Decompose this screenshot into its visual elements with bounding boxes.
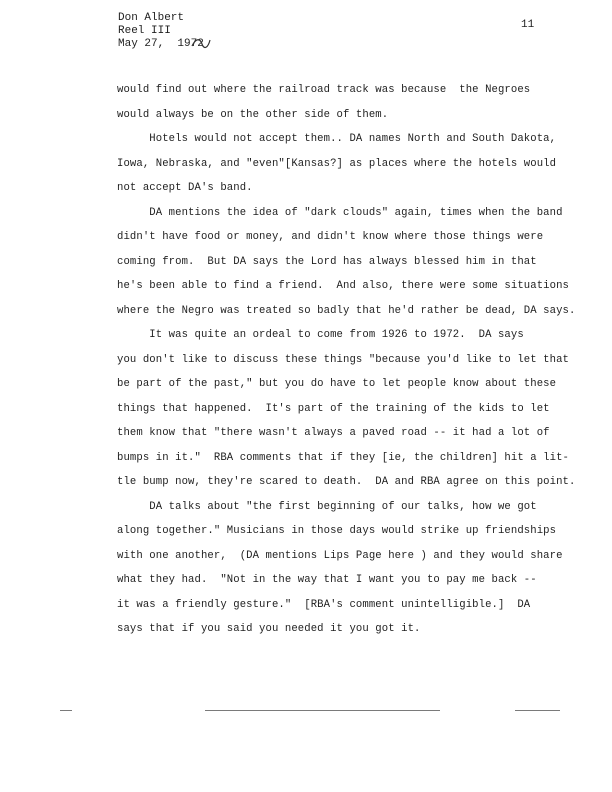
- text-line: would find out where the railroad track was because the Negroes: [117, 84, 531, 96]
- text-line: along together." Musicians in those days would strike up friendships: [117, 525, 557, 537]
- interview-date: May 27, 1972: [118, 38, 204, 50]
- text-line: it was a friendly gesture." [RBA's comment unintelligible.] DA: [117, 598, 531, 611]
- text-line: would always be on the other side of them.: [117, 108, 389, 121]
- bottom-rule-left: [60, 710, 72, 711]
- text-line: them know that "there wasn't always a paved road -- it had a lot of: [117, 427, 550, 439]
- text-line: DA talks about "the first beginning of our talks, how we got: [117, 500, 537, 513]
- text-line: tle bump now, they're scared to death. DA and RBA agree on this point.: [117, 476, 576, 488]
- text-line: It was quite an ordeal to come from 1926 to 1972. DA says: [117, 329, 524, 341]
- text-line: says that if you said you needed it you got it.: [117, 623, 421, 635]
- text-line: bumps in it." RBA comments that if they [ie, the children] hit a lit-: [117, 451, 570, 464]
- text-line: didn't have food or money, and didn't know where those things were: [117, 231, 544, 243]
- page-number: 11: [521, 19, 535, 31]
- text-line: coming from. But DA says the Lord has always blessed him in that: [117, 255, 537, 268]
- text-line: with one another, (DA mentions Lips Page here ) and they would share: [117, 549, 563, 562]
- text-line: Hotels would not accept them.. DA names North and South Dakota,: [117, 133, 557, 145]
- text-line: he's been able to find a friend. And also, there were some situations: [117, 280, 570, 292]
- transcript-body: [117, 78, 577, 642]
- text-line: not accept DA's band.: [117, 182, 253, 194]
- text-line: Iowa, Nebraska, and "even"[Kansas?] as places where the hotels would: [117, 157, 557, 170]
- bottom-rule-center: [205, 710, 440, 711]
- bottom-rule-right: [515, 710, 560, 711]
- reel-label: Reel III: [118, 25, 171, 37]
- text-line: where the Negro was treated so badly that he'd rather be dead, DA says.: [117, 304, 576, 317]
- text-line: things that happened. It's part of the training of the kids to let: [117, 402, 550, 415]
- text-line: what they had. "Not in the way that I want you to pay me back --: [117, 574, 537, 586]
- text-line: DA mentions the idea of "dark clouds" again, times when the band: [117, 206, 563, 219]
- text-line: you don't like to discuss these things "because you'd like to let that: [117, 353, 570, 366]
- text-line: be part of the past," but you do have to let people know about these: [117, 378, 557, 390]
- handwritten-correction-mark: [190, 36, 212, 50]
- interviewee-name: Don Albert: [118, 12, 185, 24]
